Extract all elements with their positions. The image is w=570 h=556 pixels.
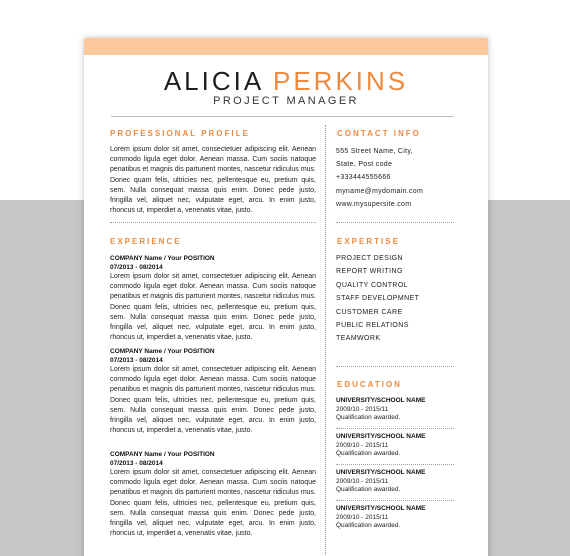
school-name: UNIVERSITY/SCHOOL NAME [336,397,426,404]
education-heading: EDUCATION [337,380,402,389]
education-item [336,505,466,531]
education-item [336,469,466,495]
education-item [336,397,466,423]
qualification-note: Qualification awarded. [336,450,401,457]
education-item [336,433,466,459]
expertise-item: PROJECT DESIGN [336,255,403,262]
job-dates: 07/2013 - 08/2014 [110,460,163,467]
expertise-item: REPORT WRITING [336,268,403,276]
experience-item [110,450,316,539]
column-divider [325,125,326,556]
profile-heading: PROFESSIONAL PROFILE [110,129,250,138]
contact-email: myname@mydomain.com [336,187,424,195]
experience-heading: EXPERIENCE [110,237,182,246]
expertise-heading: EXPERTISE [337,237,400,246]
school-years: 2009/10 - 2015/11 [336,477,389,485]
school-name: UNIVERSITY/SCHOOL NAME [336,505,426,512]
job-dates: 07/2013 - 08/2014 [110,357,163,364]
expertise-item: TEAMWORK [336,335,381,343]
first-name: ALICIA [163,66,263,96]
school-years: 2009/10 - 2015/11 [336,441,389,449]
expertise-item: STAFF DEVELOPMNET [336,295,420,303]
profile-text: Lorem ipsum dolor sit amet, consectetuer adipiscing elit. Aenean commodo ligula eget dolor. Aenean massa. Cum sociis natoque penatibus et magnis dis parturient montes, nascetur ridiculus mus. Donec quam felis, ultricies nec, pellentesque eu, pretium quis, sem. Nulla consequat massa quis enim. Donec pede justo, fringilla vel, aliquet nec, vulputate eget, arcu. In enim justo, rhoncus ut, imperdiet a, venenatis vitae, justo. [110,146,316,215]
job-dates: 07/2013 - 08/2014 [110,264,163,271]
contact-separator [336,222,454,223]
experience-item [110,254,316,343]
job-description: Lorem ipsum dolor sit amet, consectetuer adipiscing elit. Aenean commodo ligula eget dolor. Aenean massa. Cum sociis natoque penatibus et magnis dis parturient montes, nascetur ridiculus mus. Donec quam felis, ultricies nec, pellentesque eu, pretium quis, sem. Nulla consequat massa quis enim. Donec pede justo, fringilla vel, aliquet nec, vulputate eget, arcu. In enim justo, rhoncus ut, imperdiet a, venenatis vitae, justo. [110,273,316,342]
qualification-note: Qualification awarded. [336,486,401,493]
expertise-item: CUSTOMER CARE [336,308,403,316]
contact-heading: CONTACT INFO [337,129,421,138]
contact-website: www.mysupersite.com [336,200,412,208]
contact-address-line2: State, Post code [336,161,393,169]
job-description: Lorem ipsum dolor sit amet, consectetuer adipiscing elit. Aenean commodo ligula eget dolor. Aenean massa. Cum sociis natoque penatibus et magnis dis parturient montes, nascetur ridiculus mus. Donec quam felis, ultricies nec, pellentesque eu, pretium quis, sem. Nulla consequat massa quis enim. Donec pede justo, fringilla vel, aliquet nec, vulputate eget, arcu. In enim justo, rhoncus ut, imperdiet a, venenatis vitae, justo. [110,469,316,538]
expertise-item: QUALITY CONTROL [336,281,408,289]
resume-page [84,38,488,556]
full-name [84,66,488,97]
education-separator [336,464,454,465]
top-accent-band [84,38,488,55]
last-name: PERKINS [273,66,409,96]
job-company-position: COMPANY Name / Your POSITION [110,451,215,458]
education-separator [336,428,454,429]
contact-phone: +333444555666 [336,174,391,182]
header-rule [111,116,454,117]
job-role: PROJECT MANAGER [213,95,359,107]
school-years: 2009/10 - 2015/11 [336,513,389,521]
qualification-note: Qualification awarded. [336,414,401,421]
education-separator [336,500,454,501]
expertise-list [336,252,466,346]
expertise-item: PUBLIC RELATIONS [336,322,409,330]
experience-item [110,347,316,436]
job-company-position: COMPANY Name / Your POSITION [110,348,215,355]
profile-separator [110,222,316,223]
qualification-note: Qualification awarded. [336,522,401,529]
school-name: UNIVERSITY/SCHOOL NAME [336,433,426,440]
contact-list [336,145,466,211]
expertise-separator [336,366,454,367]
contact-address-line1: 555 Street Name, City, [336,148,413,155]
school-name: UNIVERSITY/SCHOOL NAME [336,469,426,476]
job-description: Lorem ipsum dolor sit amet, consectetuer adipiscing elit. Aenean commodo ligula eget dolor. Aenean massa. Cum sociis natoque penatibus et magnis dis parturient montes, nascetur ridiculus mus. Donec quam felis, ultricies nec, pellentesque eu, pretium quis, sem. Nulla consequat massa quis enim. Donec pede justo, fringilla vel, aliquet nec, vulputate eget, arcu. In enim justo, rhoncus ut, imperdiet a, venenatis vitae, justo. [110,366,316,435]
school-years: 2009/10 - 2015/11 [336,405,389,413]
job-company-position: COMPANY Name / Your POSITION [110,255,215,262]
